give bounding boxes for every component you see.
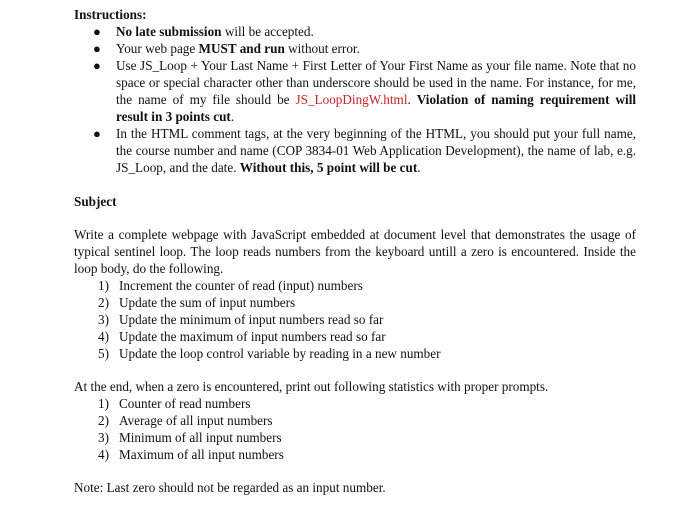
list-text: Update the maximum of input numbers read so far <box>119 329 386 344</box>
instruction-item-comment <box>74 125 636 176</box>
instructions-heading: Instructions: <box>74 7 147 22</box>
list-item <box>74 395 636 412</box>
bullet-icon: ● <box>93 41 101 56</box>
instruction-text: In the HTML comment tags, at the very beginning of the HTML, you should put your full name, the course number and name (COP 3834-01 Web Application Development), the name of lab, e.g. JS_Loop, and the date. <box>116 126 636 175</box>
bullet-icon: ● <box>93 58 101 73</box>
example-filename-link[interactable]: JS_LoopDingW.html <box>295 92 408 107</box>
stats-list <box>74 395 636 463</box>
instruction-bold: MUST and run <box>198 41 285 56</box>
instruction-bold: No late submission <box>116 24 222 39</box>
instructions-list <box>74 23 636 176</box>
list-number: 2) <box>98 295 109 310</box>
list-text: Update the sum of input numbers <box>119 295 296 310</box>
instruction-item-run <box>74 40 636 57</box>
list-item <box>74 429 636 446</box>
list-number: 4) <box>98 329 109 344</box>
bullet-icon: ● <box>93 24 101 39</box>
instruction-text: . <box>230 109 235 124</box>
list-number: 5) <box>98 346 109 361</box>
instruction-text: will be accepted. <box>221 24 314 39</box>
list-text: Maximum of all input numbers <box>119 447 284 462</box>
list-item <box>74 328 636 345</box>
instruction-text: without error. <box>284 41 360 56</box>
instruction-text: Your web page <box>116 41 199 56</box>
list-item <box>74 294 636 311</box>
note-text: Note: Last zero should not be regarded as an input number. <box>74 480 386 495</box>
instruction-text: Use JS_Loop + Your Last Name + First Letter of Your First Name as your file name. Note that no space or special character other than underscore should be used in the name. For instance, for me, the name of my file should be <box>116 58 636 107</box>
instruction-bold: Violation of naming requirement will result in 3 points cut <box>116 92 637 124</box>
list-number: 1) <box>98 396 109 411</box>
list-item <box>74 345 636 362</box>
instruction-item-late <box>74 23 636 40</box>
list-number: 3) <box>98 312 109 327</box>
list-text: Increment the counter of read (input) numbers <box>119 278 363 293</box>
list-item <box>74 446 636 463</box>
list-item <box>74 311 636 328</box>
list-number: 2) <box>98 413 109 428</box>
bullet-icon: ● <box>93 126 101 141</box>
list-text: Counter of read numbers <box>119 396 251 411</box>
document-page <box>74 6 636 496</box>
list-text: Minimum of all input numbers <box>119 430 282 445</box>
list-text: Update the minimum of input numbers read so far <box>119 312 384 327</box>
list-item <box>74 412 636 429</box>
subject-heading: Subject <box>74 194 117 209</box>
list-number: 1) <box>98 278 109 293</box>
loop-steps-list <box>74 277 636 362</box>
list-item <box>74 277 636 294</box>
subject-paragraph: Write a complete webpage with JavaScript embedded at document level that demonstrates the usage of typical sentinel loop. The loop reads numbers from the keyboard untill a zero is encountered. Inside the loop body, do the following. <box>74 227 636 276</box>
list-number: 4) <box>98 447 109 462</box>
list-number: 3) <box>98 430 109 445</box>
list-text: Average of all input numbers <box>119 413 273 428</box>
instruction-item-naming <box>74 57 636 125</box>
instruction-text: . <box>407 92 417 107</box>
end-paragraph: At the end, when a zero is encountered, print out following statistics with proper prompts. <box>74 379 549 394</box>
instruction-bold: Without this, 5 point will be cut <box>239 160 418 175</box>
list-text: Update the loop control variable by reading in a new number <box>119 346 441 361</box>
instruction-text: . <box>417 160 421 175</box>
